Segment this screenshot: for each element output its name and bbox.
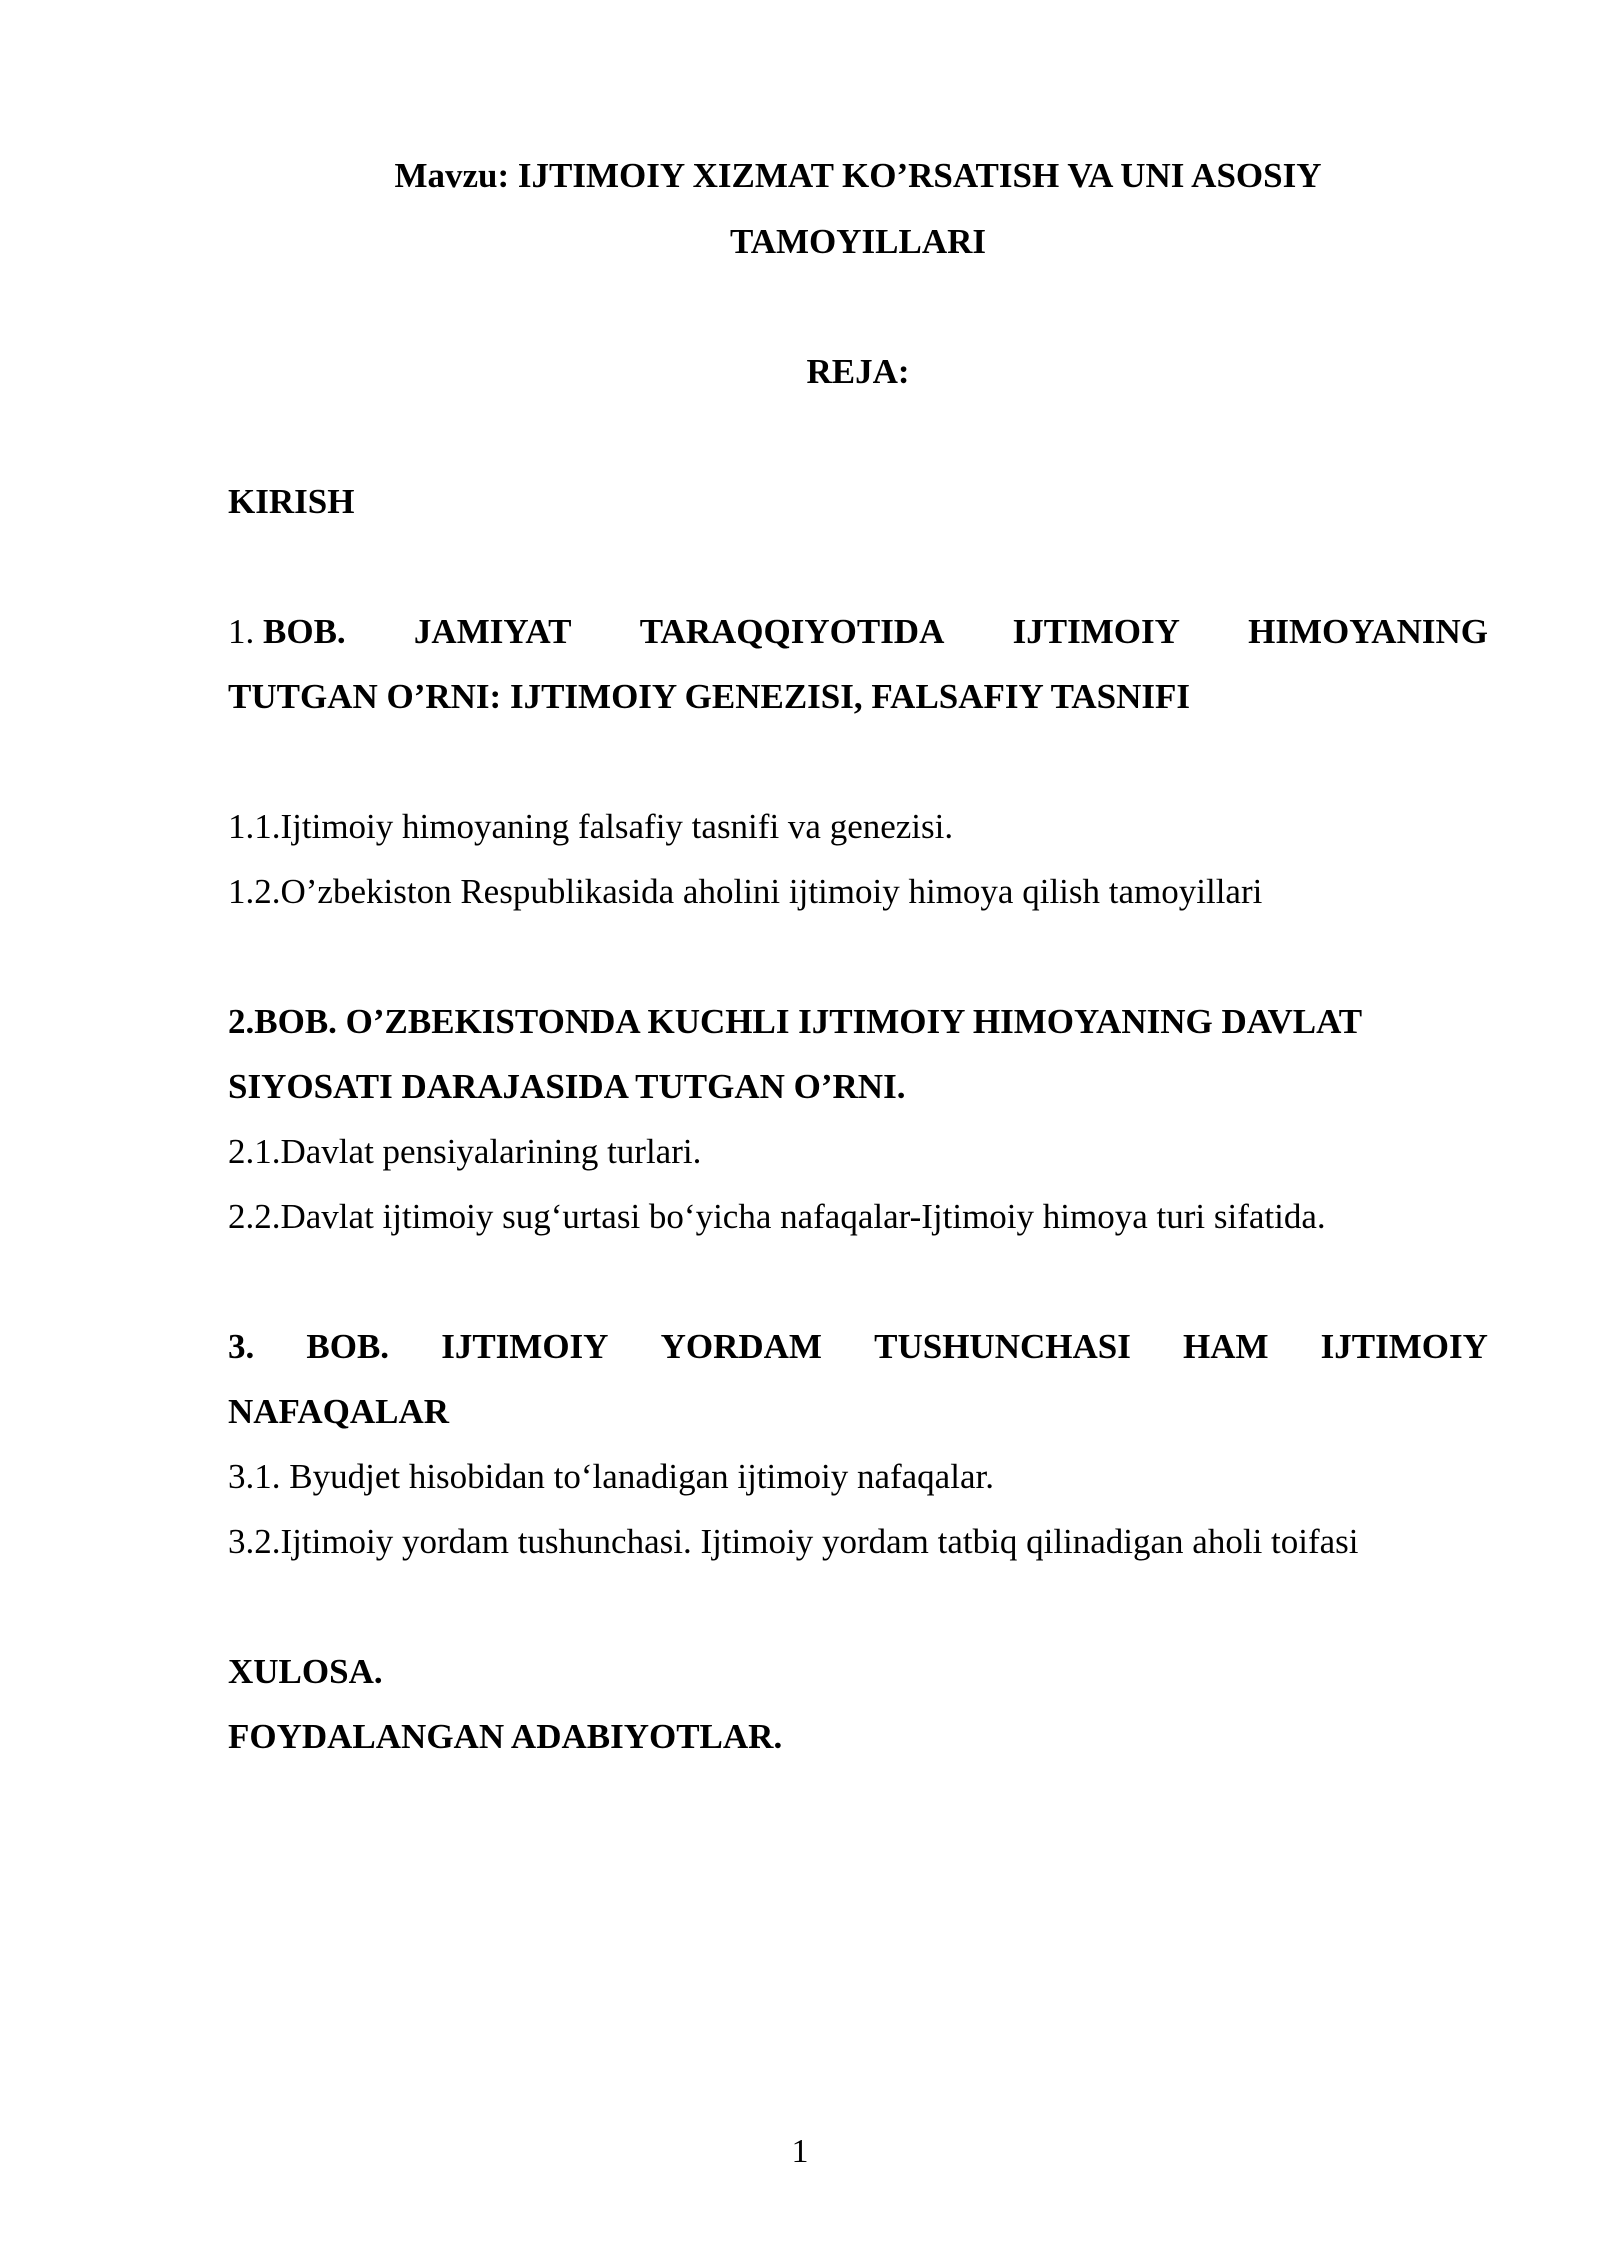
intro-heading: KIRISH: [228, 482, 355, 521]
chapter2-item-2: 2.2.Davlat ijtimoiy sug‘urtasi bo‘yicha nafaqalar-Ijtimoiy himoya turi sifatida.: [228, 1197, 1326, 1236]
references-heading: FOYDALANGAN ADABIYOTLAR.: [228, 1717, 783, 1756]
chapter3-word-1: BOB.: [306, 1327, 390, 1366]
chapter3-word-3: YORDAM: [660, 1327, 822, 1366]
chapter3-word-2: IJTIMOIY: [441, 1327, 609, 1366]
chapter1-heading-line-2: TUTGAN O’RNI: IJTIMOIY GENEZISI, FALSAFIY TASNIFI: [228, 677, 1191, 716]
chapter1-word-0: BOB.: [263, 612, 346, 651]
chapter3-word-5: HAM: [1182, 1327, 1269, 1366]
chapter3-word-4: TUSHUNCHASI: [874, 1327, 1131, 1366]
plan-heading: REJA:: [806, 352, 910, 391]
chapter1-heading-line-1: [228, 614, 1488, 649]
chapter1-word-1: JAMIYAT: [413, 612, 572, 651]
chapter1-word-4: HIMOYANING: [1248, 612, 1488, 651]
title-line-2: TAMOYILLARI: [729, 222, 987, 261]
chapter1-word-3: IJTIMOIY: [1012, 612, 1180, 651]
chapter1-item-2: 1.2.O’zbekiston Respublikasida aholini ijtimoiy himoya qilish tamoyillari: [228, 872, 1263, 911]
conclusion-heading: XULOSA.: [228, 1652, 383, 1691]
chapter2-heading-line-2: SIYOSATI DARAJASIDA TUTGAN O’RNI.: [228, 1067, 906, 1106]
title-line-1: Mavzu: IJTIMOIY XIZMAT KO’RSATISH VA UNI ASOSIY: [394, 156, 1322, 195]
chapter1-number: 1.: [228, 612, 255, 651]
chapter1-item-1: 1.1.Ijtimoiy himoyaning falsafiy tasnifi va genezisi.: [228, 807, 954, 846]
chapter3-item-2: 3.2.Ijtimoiy yordam tushunchasi. Ijtimoiy yordam tatbiq qilinadigan aholi toifasi: [228, 1522, 1359, 1561]
chapter3-word-6: IJTIMOIY: [1320, 1327, 1488, 1366]
chapter3-word-0: 3.: [228, 1327, 255, 1366]
chapter2-item-1: 2.1.Davlat pensiyalarining turlari.: [228, 1132, 702, 1171]
chapter3-heading-line-2: NAFAQALAR: [228, 1392, 450, 1431]
chapter3-item-1: 3.1. Byudjet hisobidan to‘lanadigan ijtimoiy nafaqalar.: [228, 1457, 994, 1496]
chapter1-heading-first: [228, 614, 346, 649]
chapter2-heading-line-1: 2.BOB. O’ZBEKISTONDA KUCHLI IJTIMOIY HIMOYANING DAVLAT: [228, 1002, 1363, 1041]
chapter3-heading-line-1: [228, 1329, 1488, 1364]
chapter1-word-2: TARAQQIYOTIDA: [639, 612, 945, 651]
page-number: 1: [791, 2133, 809, 2170]
